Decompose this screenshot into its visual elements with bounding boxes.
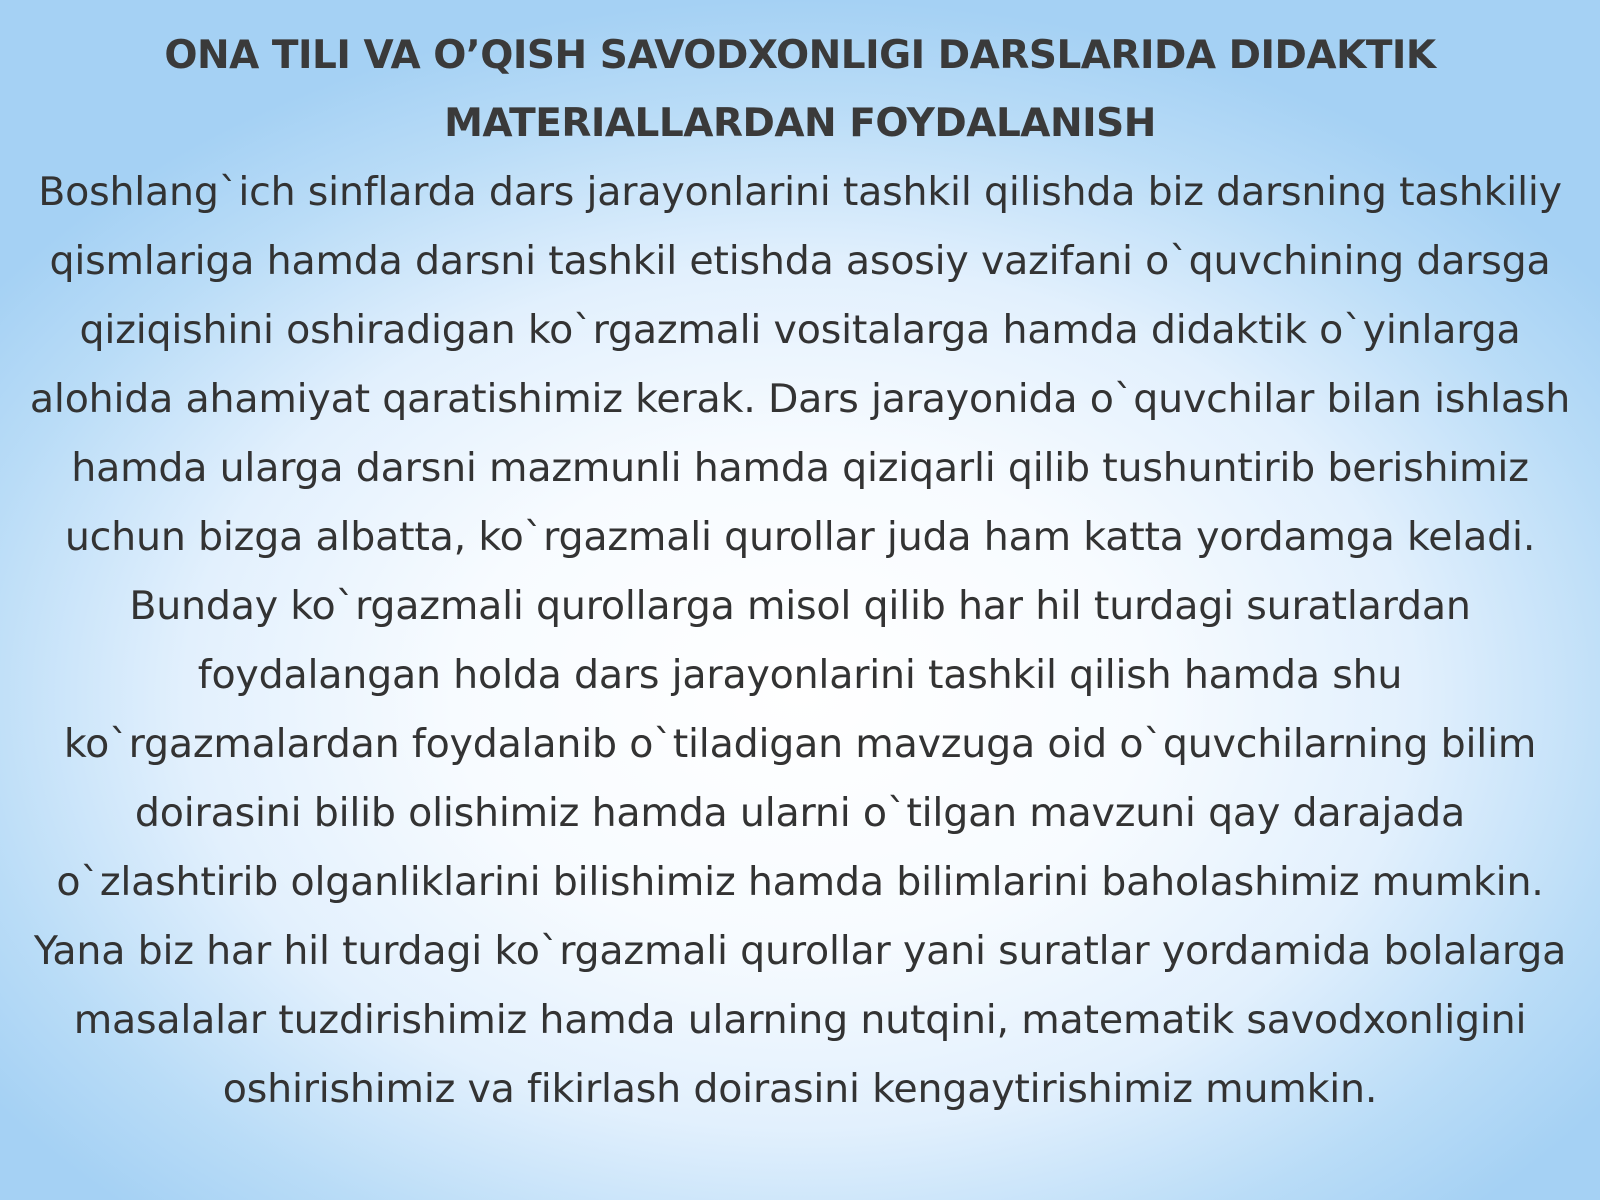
- body-line-10: doirasini bilib olishimiz hamda ularni o`tilgan mavzuni qay darajada: [134, 790, 1466, 836]
- slide-title: [20, 22, 1580, 158]
- body-line-14: oshirishimiz va fikirlash doirasini kengaytirishimiz mumkin.: [222, 1066, 1378, 1112]
- body-line-12: Yana biz har hil turdagi ko`rgazmali qurollar yani suratlar yordamida bolalarga: [33, 928, 1567, 974]
- body-line-1: Boshlang`ich sinflarda dars jarayonlarini tashkil qilishda biz darsning tashkiliy: [38, 169, 1562, 215]
- body-line-6: uchun bizga albatta, ko`rgazmali qurollar juda ham katta yordamga keladi.: [64, 514, 1536, 560]
- title-line-1: ONA TILI VA O’QISH SAVODXONLIGI DARSLARIDA DIDAKTIK: [164, 33, 1436, 78]
- body-line-13: masalalar tuzdirishimiz hamda ularning nutqini, matematik savodxonligini: [73, 997, 1527, 1043]
- body-line-2: qismlariga hamda darsni tashkil etishda asosiy vazifani o`quvchining darsga: [49, 238, 1551, 284]
- body-line-5: hamda ularga darsni mazmunli hamda qiziqarli qilib tushuntirib berishimiz: [71, 445, 1529, 491]
- body-line-3: qiziqishini oshiradigan ko`rgazmali vositalarga hamda didaktik o`yinlarga: [79, 307, 1521, 353]
- body-line-4: alohida ahamiyat qaratishimiz kerak. Dars jarayonida o`quvchilar bilan ishlash: [29, 376, 1571, 422]
- body-line-7: Bunday ko`rgazmali qurollarga misol qilib har hil turdagi suratlardan: [129, 583, 1471, 629]
- body-line-11: o`zlashtirib olganliklarini bilishimiz hamda bilimlarini baholashimiz mumkin.: [56, 859, 1544, 905]
- slide-body-paragraph: [20, 158, 1580, 1124]
- body-line-8: foydalangan holda dars jarayonlarini tashkil qilish hamda shu: [197, 652, 1403, 698]
- title-line-2: MATERIALLARDAN FOYDALANISH: [444, 101, 1156, 146]
- body-line-9: ko`rgazmalardan foydalanib o`tiladigan mavzuga oid o`quvchilarning bilim: [63, 721, 1537, 767]
